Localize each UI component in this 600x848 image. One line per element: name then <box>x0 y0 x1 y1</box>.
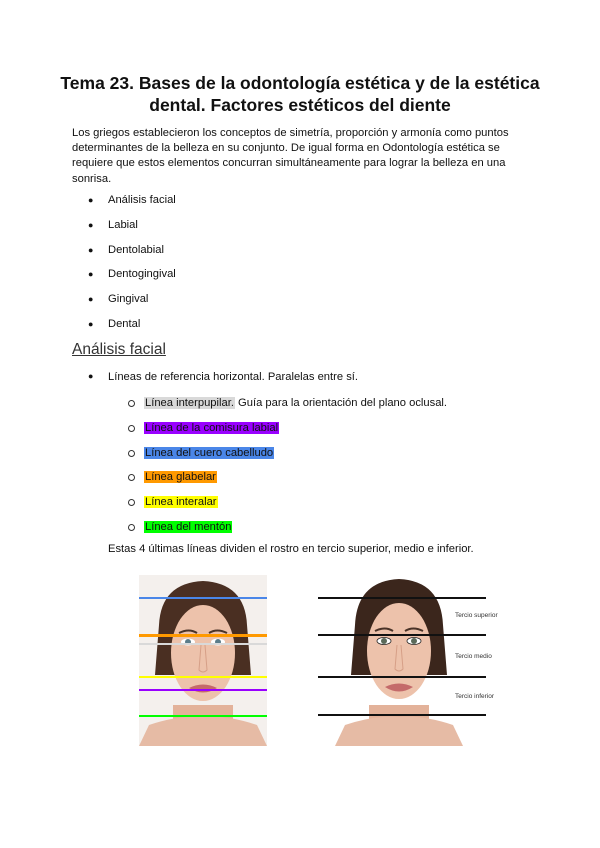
list-item <box>128 420 447 445</box>
glabelar-line <box>139 634 267 637</box>
hair-line <box>139 597 267 599</box>
highlighted-label: Línea interpupilar. <box>145 397 234 409</box>
list-item <box>128 519 447 544</box>
interalar-line <box>139 676 267 678</box>
face-photo-thirds <box>335 575 463 746</box>
highlighted-label: Línea del mentón <box>145 520 232 533</box>
thirds-line-interalar <box>318 676 486 678</box>
bullet-icon: ● <box>88 371 94 381</box>
circle-bullet-icon <box>128 499 135 506</box>
thirds-line-menton <box>318 714 486 716</box>
tercio-inferior-label: Tercio inferior <box>455 693 495 700</box>
circle-bullet-icon <box>128 474 135 481</box>
comisura-line <box>139 689 267 691</box>
highlighted-label: Línea interalar <box>145 496 217 509</box>
section-heading: Análisis facial <box>72 341 166 358</box>
bullet-icon: ● <box>88 244 94 255</box>
list-item: ● Dentolabial <box>88 243 164 256</box>
bullet-icon: ● <box>88 318 94 329</box>
highlighted-label: Línea del cuero cabelludo <box>145 446 274 459</box>
bullet-icon: ● <box>88 294 94 305</box>
interpupilar-line <box>139 643 267 645</box>
circle-bullet-icon <box>128 400 135 407</box>
list-item <box>128 469 447 494</box>
horizontal-lines-item: ● Líneas de referencia horizontal. Paralelas entre sí. <box>88 371 358 383</box>
tercio-superior-label: Tercio superior <box>455 612 498 619</box>
list-item: ● Dentogingival <box>88 268 176 281</box>
tercio-medio-label: Tercio medio <box>455 653 492 660</box>
face-photo-reference-lines <box>139 575 267 746</box>
thirds-line-top <box>318 597 486 599</box>
thirds-note: Estas 4 últimas líneas dividen el rostro en tercio superior, medio e inferior. <box>108 543 474 555</box>
sub-list <box>128 395 447 544</box>
highlighted-label: Línea de la comisura labial <box>145 421 279 434</box>
circle-bullet-icon <box>128 450 135 457</box>
topic-list <box>88 192 176 341</box>
list-item <box>128 494 447 519</box>
face-illustration <box>335 575 463 746</box>
thirds-line-glabelar <box>318 634 486 636</box>
list-item: ● Gingival <box>88 293 149 306</box>
menton-line <box>139 715 267 717</box>
circle-bullet-icon <box>128 425 135 432</box>
list-item <box>128 445 447 470</box>
list-item: ● Análisis facial <box>88 194 176 206</box>
list-item: ● Labial <box>88 218 138 231</box>
highlighted-label: Línea glabelar <box>145 471 216 484</box>
intro-paragraph: Los griegos establecieron los conceptos de simetría, proporción y armonía como puntos determinantes de la belleza en su conjunto. De igual forma en Odontología estética se requiere que estos elementos concurran simultáneamente para lograr la belleza en una sonrisa. <box>72 127 509 185</box>
bullet-icon: ● <box>88 269 94 280</box>
list-item: Línea interpupilar. Guía para la orientación del plano oclusal. <box>128 395 447 420</box>
face-illustration <box>139 575 267 746</box>
bullet-icon: ● <box>88 195 94 205</box>
page-title: Tema 23. Bases de la odontología estética y de la estética dental. Factores estéticos del diente <box>60 73 540 115</box>
list-item: ● Dental <box>88 317 141 330</box>
bullet-icon: ● <box>88 219 94 230</box>
circle-bullet-icon <box>128 524 135 531</box>
